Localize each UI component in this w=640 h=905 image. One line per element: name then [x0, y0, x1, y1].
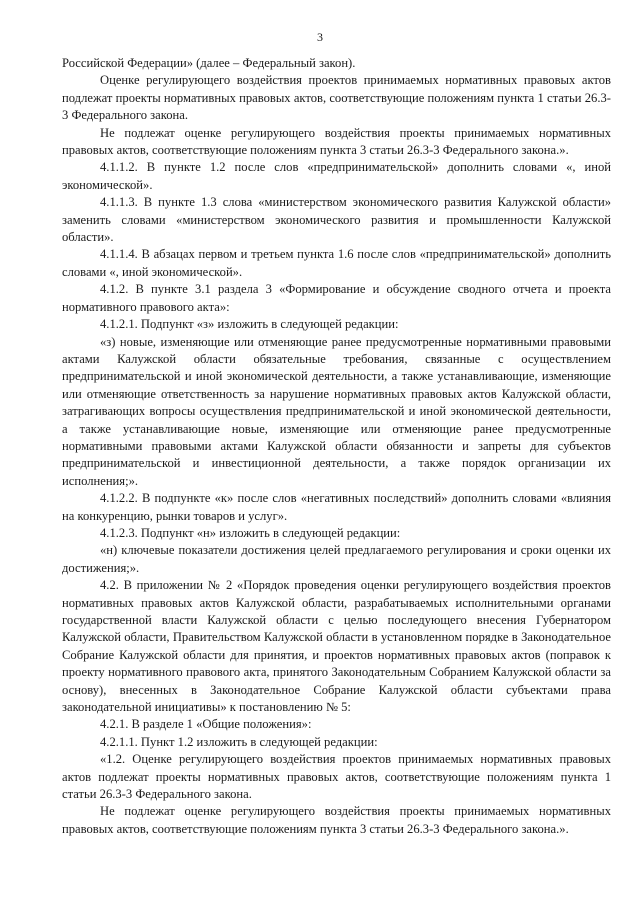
paragraph: «1.2. Оценке регулирующего воздействия проектов принимаемых нормативных правовых актов подлежат проекты нормативных правовых актов, соответствующие положениям пункта 1 статьи 26.3-3 Федерального закона. [62, 752, 611, 802]
paragraph: 4.1.2. В пункте 3.1 раздела 3 «Формирование и обсуждение сводного отчета и проекта нормативного правового акта»: [62, 282, 611, 314]
paragraph: Не подлежат оценке регулирующего воздействия проекты принимаемых нормативных правовых актов, соответствующие положениям пункта 3 статьи 26.3-3 Федерального закона.». [62, 804, 611, 836]
paragraph: «н) ключевые показатели достижения целей предлагаемого регулирования и сроки оценки их достижения;». [62, 543, 611, 575]
page-number: 3 [317, 30, 323, 44]
document-body [62, 55, 611, 838]
paragraph: Не подлежат оценке регулирующего воздействия проекты принимаемых нормативных правовых актов, соответствующие положениям пункта 3 статьи 26.3-3 Федерального закона.». [62, 125, 611, 158]
paragraph: 4.1.2.2. В подпункте «к» после слов «негативных последствий» дополнить словами «влияния на конкуренцию, рынки товаров и услуг». [62, 491, 611, 523]
paragraph: Российской Федерации» (далее – Федеральный закон). [62, 56, 356, 70]
paragraph: 4.2. В приложении № 2 «Порядок проведения оценки регулирующего воздействия проектов нормативных правовых актов Калужской области, разрабатываемых исполнительными органами государственной власти Калужской области с целью последующего внесения Губернатором Калужской области, Правительством Калужской области в установленном порядке в Законодательное Собрание Калужской области для принятия, и проектов нормативных правовых актов (поправок к проекту нормативного правового акта, принятого Законодательным Собранием Калужской области за основу), внесенных в Законодательное Собрание Калужской области субъектами права законодательной инициативы» к постановлению № 5: [62, 578, 611, 715]
paragraph: Оценке регулирующего воздействия проектов принимаемых нормативных правовых актов подлежат проекты нормативных правовых актов, соответствующие положениям пункта 1 статьи 26.3-3 Федерального закона. [62, 73, 611, 123]
paragraph: 4.1.2.1. Подпункт «з» изложить в следующей редакции: [100, 317, 399, 332]
paragraph: «з) новые, изменяющие или отменяющие ранее предусмотренные нормативными правовыми актами Калужской области обязательные требования, связанные с осуществлением предпринимательской и иной экономической деятельности, а также устанавливающие, изменяющие или отменяющие ответственность за нарушение нормативных правовых актов Калужской области, затрагивающих вопросы осуществления предпринимательской и иной экономической деятельности, а также устанавливающие новые, изменяющие или отменяющие ранее предусмотренные нормативными правовыми актами Калужской области обязанности и запреты для субъектов предпринимательской и инвестиционной деятельности, а также порядок организации их исполнения;». [62, 334, 611, 488]
paragraph: 4.1.1.4. В абзацах первом и третьем пункта 1.6 после слов «предпринимательской» дополнить словами «, иной экономической». [62, 247, 611, 279]
paragraph: 4.1.1.3. В пункте 1.3 слова «министерством экономического развития Калужской области» заменить словами «министерством экономического развития и промышленности Калужской области». [62, 195, 611, 245]
paragraph: 4.2.1.1. Пункт 1.2 изложить в следующей редакции: [100, 734, 378, 749]
paragraph: 4.2.1. В разделе 1 «Общие положения»: [100, 717, 312, 732]
paragraph: 4.1.2.3. Подпункт «н» изложить в следующей редакции: [100, 525, 401, 540]
paragraph: 4.1.1.2. В пункте 1.2 после слов «предпринимательской» дополнить словами «, иной экономической». [62, 160, 611, 192]
